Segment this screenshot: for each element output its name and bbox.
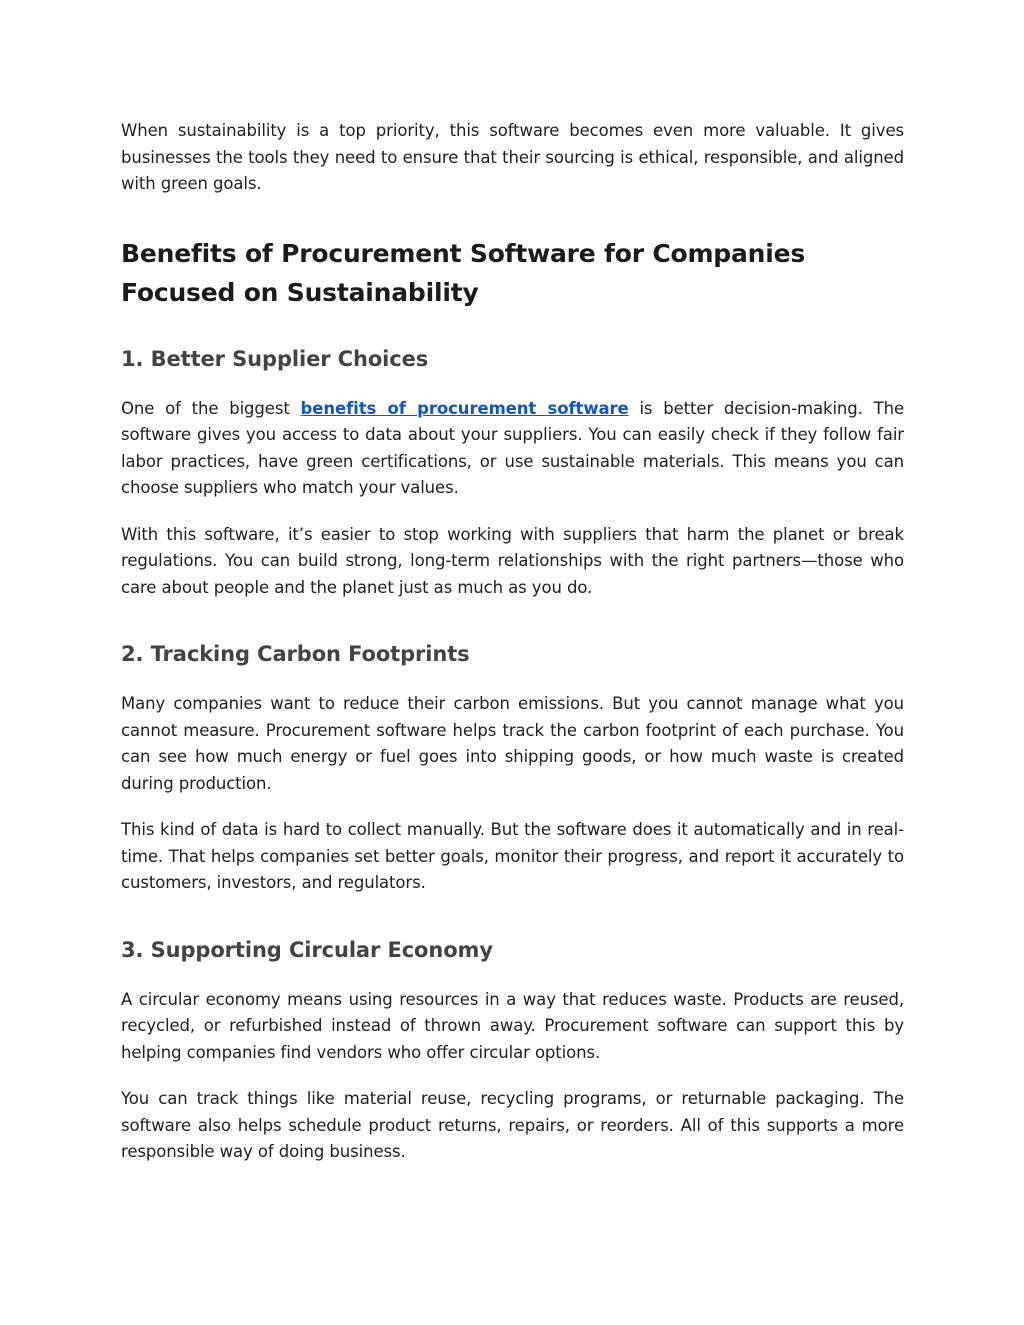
section-heading: 3. Supporting Circular Economy bbox=[121, 937, 493, 962]
section-supplier-choices bbox=[121, 344, 904, 602]
section-paragraph bbox=[121, 396, 904, 502]
section-paragraph: This kind of data is hard to collect manually. But the software does it automatically and in real-time. That helps companies set better goals, monitor their progress, and report it accurately to customers, investors, and regulators. bbox=[121, 820, 904, 892]
document-page bbox=[121, 118, 904, 1166]
section-paragraph: You can track things like material reuse, recycling programs, or returnable packaging. The software also helps schedule product returns, repairs, or reorders. All of this supports a more responsible way of doing business. bbox=[121, 1089, 904, 1161]
main-heading: Benefits of Procurement Software for Companies Focused on Sustainability bbox=[121, 238, 806, 307]
paragraph-text: One of the biggest bbox=[121, 398, 301, 418]
section-heading: 2. Tracking Carbon Footprints bbox=[121, 642, 470, 666]
section-circular-economy bbox=[121, 935, 904, 1166]
section-paragraph: Many companies want to reduce their carbon emissions. But you cannot manage what you cannot measure. Procurement software helps track the carbon footprint of each purchase. You can see how much energy or fuel goes into shipping goods, or how much waste is created during production. bbox=[121, 694, 904, 793]
paragraph-text: is better decision-making. The software gives you access to data about your suppliers. You can easily check if they follow fair labor practices, have green certifications, or use sustainable materials. This means you can choose suppliers who match your values. bbox=[121, 398, 904, 497]
intro-paragraph: When sustainability is a top priority, this software becomes even more valuable. It gives businesses the tools they need to ensure that their sourcing is ethical, responsible, and aligned with green goals. bbox=[121, 121, 904, 193]
benefits-link[interactable]: benefits of procurement software bbox=[300, 398, 629, 418]
section-heading: 1. Better Supplier Choices bbox=[121, 346, 429, 371]
section-carbon-footprints bbox=[121, 639, 904, 897]
section-paragraph: A circular economy means using resources in a way that reduces waste. Products are reused, recycled, or refurbished instead of thrown away. Procurement software can support this by helping companies find vendors who offer circular options. bbox=[121, 989, 904, 1062]
section-paragraph: With this software, it’s easier to stop working with suppliers that harm the planet or break regulations. You can build strong, long-term relationships with the right partners—those who care about people and the planet just as much as you do. bbox=[121, 524, 904, 597]
